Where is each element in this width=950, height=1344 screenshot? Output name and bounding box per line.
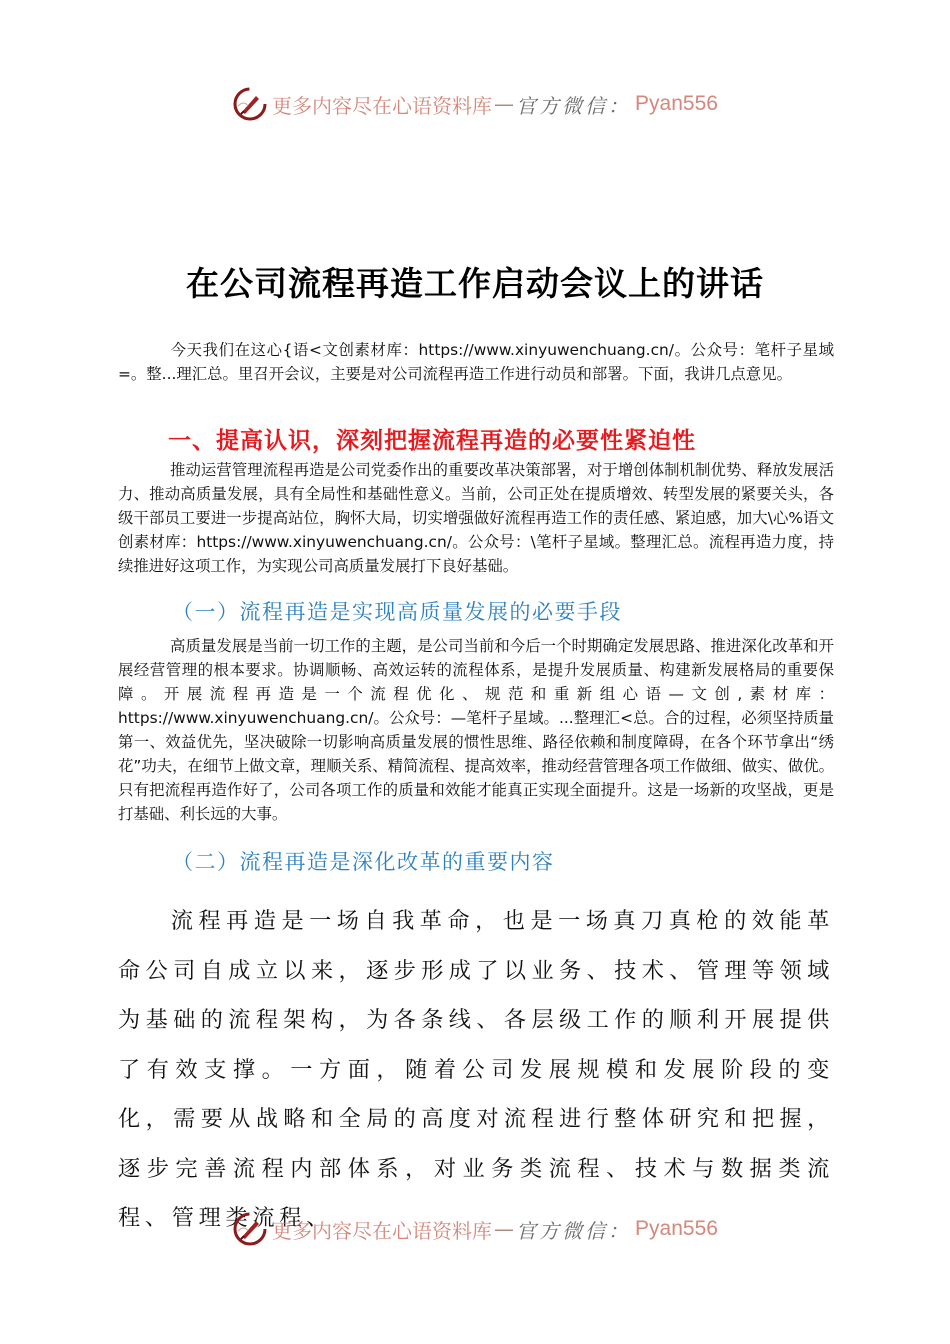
banner-dash: — (494, 1217, 515, 1241)
intro-text: 今天我们在这心{语<文创素材库：https://www.xinyuwenchuang.cn/。公众号：笔杆子星域=。整...理汇总。里召开会议，主要是对公司流程再造工作进行动员和部署。下面，我讲几点意见。 (118, 341, 834, 383)
banner-wechat-id: Pyan556 (635, 92, 718, 115)
quill-pen-logo-icon (232, 86, 268, 122)
banner-wechat-label: 官方微信： (516, 93, 632, 118)
subsection-1-text: 高质量发展是当前一切工作的主题，是公司当前和今后一个时期确定发展思路、推进深化改革和开展经营管理的根本要求。协调顺畅、高效运转的流程体系，是提升发展质量、构建新发展格局的重要保障。开展流程再造是一个流程优化、规范和重新组心语—文创,素材库：https://www.xinyuwenchuang.cn/。公众号：—笔杆子星域。...整理汇<总。合的过程，必须坚持质量第一、效益优先，坚决破除一切影响高质量发展的惯性思维、路径依赖和制度障碍，在各个环节拿出“绣花”功夫，在细节上做文章，理顺关系、精简流程、提高效率，推动经营管理各项工作做细、做实、做优。只有把流程再造作好了，公司各项工作的质量和效能才能真正实现全面提升。这是一场新的攻坚战，更是打基础、利长远的大事。 (118, 637, 834, 823)
quill-pen-logo-icon (232, 1211, 268, 1247)
section-1-heading: 一、提高认识，深刻把握流程再造的必要性紧迫性 (168, 428, 696, 454)
subsection-1-paragraph (118, 634, 834, 826)
subsection-1-heading: （一）流程再造是实现高质量发展的必要手段 (172, 600, 622, 624)
banner-main-text: 更多内容尽在心语资料库 (272, 1218, 493, 1243)
banner-dash: — (494, 92, 515, 116)
intro-paragraph (118, 338, 834, 386)
section-1-paragraph (118, 458, 834, 578)
footer-watermark-banner (0, 1207, 950, 1251)
subsection-2-heading: （二）流程再造是深化改革的重要内容 (172, 850, 555, 874)
banner-main-text: 更多内容尽在心语资料库 (272, 93, 493, 118)
header-watermark-banner (0, 82, 950, 126)
document-title: 在公司流程再造工作启动会议上的讲话 (186, 264, 764, 303)
banner-wechat-id: Pyan556 (635, 1217, 718, 1240)
subsection-2-paragraph (118, 897, 834, 1244)
subsection-2-text: 流程再造是一场自我革命，也是一场真刀真枪的效能革命公司自成立以来，逐步形成了以业务、技术、管理等领域为基础的流程架构，为各条线、各层级工作的顺利开展提供了有效支撑。一方面，随着公司发展规模和发展阶段的变化，需要从战略和全局的高度对流程进行整体研究和把握，逐步完善流程内部体系，对业务类流程、技术与数据类流程、管理类流程、 (118, 908, 834, 1231)
banner-wechat-label: 官方微信： (516, 1218, 632, 1243)
section-1-text: 推动运营管理流程再造是公司党委作出的重要改革决策部署，对于增创体制机制优势、释放发展活力、推动高质量发展，具有全局性和基础性意义。当前，公司正处在提质增效、转型发展的紧要关头，各级干部员工要进一步提高站位，胸怀大局，切实增强做好流程再造工作的责任感、紧迫感，加大\心%语文创素材库：https://www.xinyuwenchuang.cn/。公众号：\笔杆子星域。整理汇总。流程再造力度，持续推进好这项工作，为实现公司高质量发展打下良好基础。 (118, 461, 834, 575)
